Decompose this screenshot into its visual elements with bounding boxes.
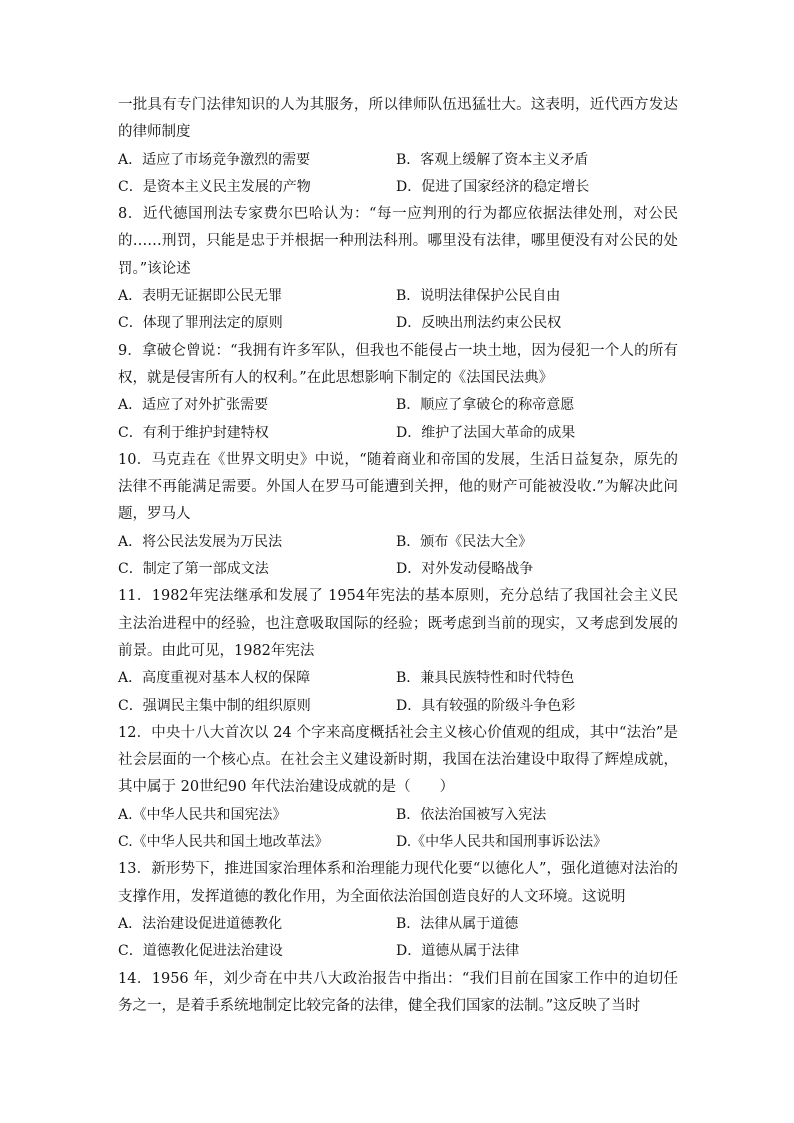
- answer-options-row: [118, 556, 678, 583]
- answer-option: C．是资本主义民主发展的产物: [118, 178, 311, 195]
- answer-options-row: [118, 938, 678, 965]
- answer-option: D．具有较强的阶级斗争色彩: [396, 697, 576, 714]
- question-content: [118, 92, 678, 1020]
- answer-option: C．制定了第一部成文法: [118, 561, 269, 578]
- answer-option: D．道德从属于法律: [396, 943, 520, 960]
- answer-option: A.《中华人民共和国宪法》: [118, 806, 287, 823]
- answer-options-row: [118, 147, 678, 174]
- answer-option: A．将公民法发展为万民法: [118, 533, 283, 550]
- answer-option: A．高度重视对基本人权的保障: [118, 670, 311, 687]
- question-stem: 11．1982年宪法继承和发展了 1954年宪法的基本原则，充分总结了我国社会主义民主法治进程中的经验，也注意吸取国际的经验；既考虑到当前的现实，又考虑到发展的前景。由此可见，1982年宪法: [118, 588, 678, 659]
- answer-option: B．顺应了拿破仑的称帝意愿: [396, 397, 575, 414]
- answer-option: B．说明法律保护公民自由: [396, 288, 561, 305]
- answer-options-row: [118, 693, 678, 720]
- answer-options-row: [118, 174, 678, 201]
- answer-options-row: [118, 283, 678, 310]
- answer-option: B．客观上缓解了资本主义矛盾: [396, 151, 589, 168]
- answer-option: D．对外发动侵略战争: [396, 561, 534, 578]
- answer-options-row: [118, 529, 678, 556]
- question-stem: 12．中央十八大首次以 24 个字来高度概括社会主义核心价值观的组成，其中“法治”是社会层面的一个核心点。在社会主义建设新时期，我国在法治建设中取得了辉煌成就，其中属于 20世纪90 年代法治建设成就的是（ ）: [118, 724, 678, 796]
- answer-options-row: [118, 802, 678, 829]
- answer-option: B．兼具民族特性和时代特色: [396, 670, 575, 687]
- answer-option: A．表明无证据即公民无罪: [118, 288, 283, 305]
- question-stem: 13．新形势下，推进国家治理体系和治理能力现代化要“以德化人”，强化道德对法治的支撑作用，发挥道德的教化作用，为全面依法治国创造良好的人文环境。这说明: [118, 861, 678, 905]
- answer-options-row: [118, 829, 678, 856]
- answer-option: A．适应了对外扩张需要: [118, 397, 269, 414]
- answer-option: C．道德教化促进法治建设: [118, 943, 283, 960]
- answer-option: D．维护了法国大革命的成果: [396, 424, 576, 441]
- answer-option: C．体现了罪刑法定的原则: [118, 315, 283, 332]
- question-stem: 8．近代德国刑法专家费尔巴哈认为：“每一应判刑的行为都应依据法律处刑，对公民的……刑罚，只能是忠于并根据一种刑法科刑。哪里没有法律，哪里便没有对公民的处罚。”该论述: [118, 206, 678, 277]
- question-stem: 14．1956 年，刘少奇在中共八大政治报告中指出：“我们目前在国家工作中的迫切任务之一，是着手系统地制定比较完备的法律，健全我们国家的法制。”这反映了当时: [118, 970, 678, 1014]
- question-stem: 9．拿破仑曾说：“我拥有许多军队，但我也不能侵占一块土地，因为侵犯一个人的所有权，就是侵害所有人的权利。”在此思想影响下制定的《法国民法典》: [118, 342, 678, 386]
- question-stem: 一批具有专门法律知识的人为其服务，所以律师队伍迅猛壮大。这表明，近代西方发达的律师制度: [118, 97, 678, 141]
- answer-options-row: [118, 420, 678, 447]
- answer-option: B．法律从属于道德: [396, 915, 519, 932]
- answer-options-row: [118, 392, 678, 419]
- answer-option: D．促进了国家经济的稳定增长: [396, 178, 590, 195]
- answer-option: C.《中华人民共和国土地改革法》: [118, 834, 329, 851]
- answer-option: D．反映出刑法约束公民权: [396, 315, 562, 332]
- answer-option: C．强调民主集中制的组织原则: [118, 697, 311, 714]
- answer-option: A．适应了市场竞争激烈的需要: [118, 151, 311, 168]
- question-stem: 10．马克垚在《世界文明史》中说，“随着商业和帝国的发展，生活日益复杂，原先的法律不再能满足需要。外国人在罗马可能遭到关押，他的财产可能被没收.”为解决此问题，罗马人: [118, 451, 678, 523]
- answer-options-row: [118, 665, 678, 692]
- answer-options-row: [118, 310, 678, 337]
- answer-option: A．法治建设促进道德教化: [118, 915, 283, 932]
- answer-option: B．颁布《民法大全》: [396, 533, 533, 550]
- answer-option: D.《中华人民共和国刑事诉讼法》: [396, 834, 608, 851]
- answer-options-row: [118, 911, 678, 938]
- answer-option: B．依法治国被写入宪法: [396, 806, 547, 823]
- answer-option: C．有利于维护封建特权: [118, 424, 269, 441]
